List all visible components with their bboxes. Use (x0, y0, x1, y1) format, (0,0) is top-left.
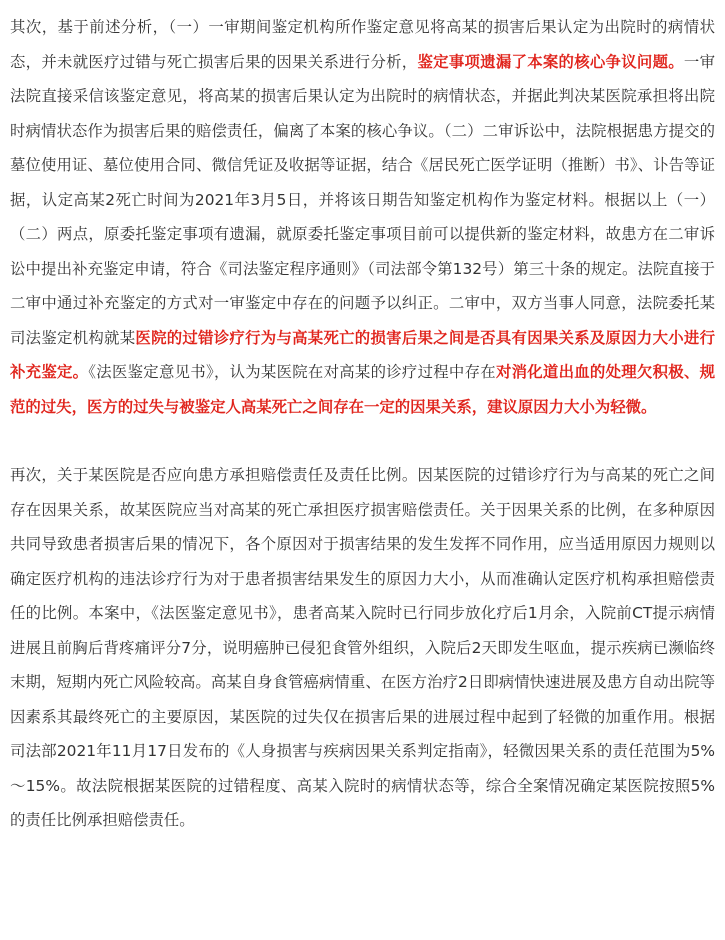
paragraph-analysis (10, 10, 715, 424)
paragraph-text: 其次，基于前述分析，（一）一审期间鉴定机构所作鉴定意见将高某的损害后果认定为出院时的病情状态，并未就医疗过错与死亡损害后果的因果关系进行分析， (10, 18, 715, 71)
article-body (10, 10, 715, 838)
paragraph-text: 一审法院直接采信该鉴定意见，将高某的损害后果认定为出院时的病情状态，并据此判决某医院承担将出院时病情状态作为损害后果的赔偿责任，偏离了本案的核心争议。（二）二审诉讼中，法院根据患方提交的墓位使用证、墓位使用合同、微信凭证及收据等证据，结合《居民死亡医学证明（推断）书》、讣告等证据，认定高某2死亡时间为2021年3月5日，并将该日期告知鉴定机构作为鉴定材料。根据以上（一）（二）两点，原委托鉴定事项有遗漏，就原委托鉴定事项目前可以提供新的鉴定材料，故患方在二审诉讼中提出补充鉴定申请，符合《司法鉴定程序通则》（司法部令第132号）第三十条的规定。法院直接于二审中通过补充鉴定的方式对一审鉴定中存在的问题予以纠正。二审中，双方当事人同意，法院委托某司法鉴定机构就某 (10, 52, 715, 347)
highlight-text: 医院的过错诊疗行为与高某死亡的损害后果之间是否具有因果关系及原因力大小进行补充鉴定。 (10, 328, 715, 381)
paragraph-text: 《法医鉴定意见书》，认为某医院在对高某的诊疗过程中存在 (88, 363, 496, 381)
paragraph-text: 再次，关于某医院是否应向患方承担赔偿责任及责任比例。因某医院的过错诊疗行为与高某的死亡之间存在因果关系，故某医院应当对高某的死亡承担医疗损害赔偿责任。关于因果关系的比例，在多种原因共同导致患者损害后果的情况下，各个原因对于损害结果的发生发挥不同作用，应当适用原因力规则以确定医疗机构的违法诊疗行为对于患者损害结果发生的原因力大小，从而准确认定医疗机构承担赔偿责任的比例。本案中，《法医鉴定意见书》，患者高某入院时已行同步放化疗后1月余，入院前CT提示病情进展且前胸后背疼痛评分7分，说明癌肿已侵犯食管外组织，入院后2天即发生呕血，提示疾病已濒临终末期，短期内死亡风险较高。高某自身食管癌病情重、在医方治疗2日即病情快速进展及患方自动出院等因素系其最终死亡的主要原因，某医院的过失仅在损害后果的进展过程中起到了轻微的加重作用。根据司法部2021年11月17日发布的《人身损害与疾病因果关系判定指南》，轻微因果关系的责任范围为5%～15%。故法院根据某医院的过错程度、高某入院时的病情状态等，综合全案情况确定某医院按照5%的责任比例承担赔偿责任。 (10, 466, 715, 829)
highlight-text: 鉴定事项遗漏了本案的核心争议问题。 (417, 52, 684, 71)
highlight-text: 对消化道出血的处理欠积极、规范的过失，医方的过失与被鉴定人高某死亡之间存在一定的因果关系，建议原因力大小为轻微。 (10, 363, 715, 416)
paragraph-spacer (10, 424, 715, 458)
paragraph-liability (10, 458, 715, 838)
